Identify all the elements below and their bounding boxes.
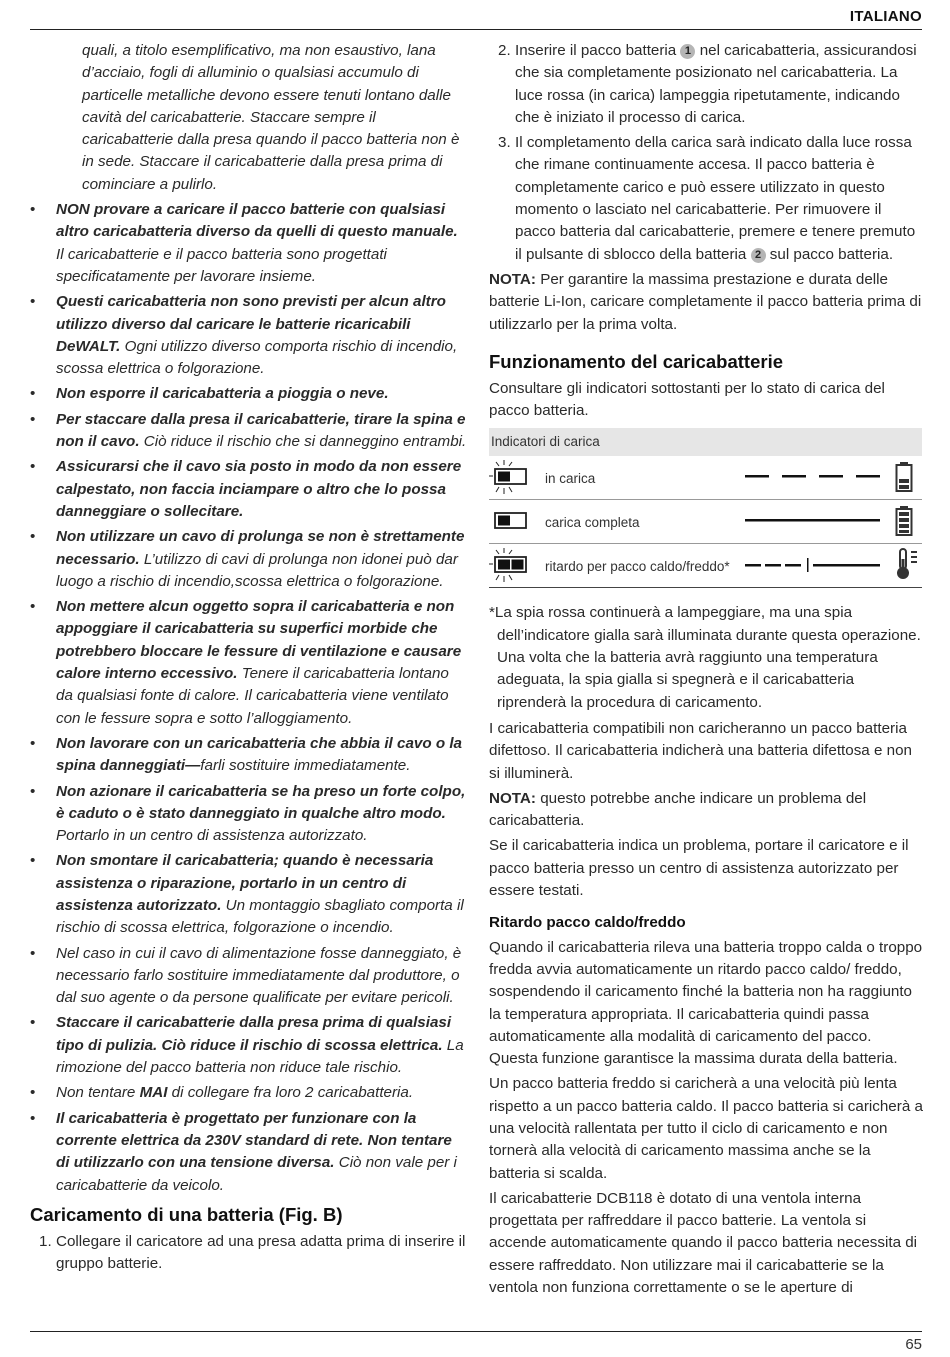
nota-text: Per garantire la massima prestazione e durata delle batterie Li-Ion, caricare completamente il pacco batteria prima di utilizzarlo per la prima volta.: [489, 270, 922, 333]
section-title-charging: Caricamento di una batteria (Fig. B): [30, 1203, 343, 1225]
safety-bullet: [30, 383, 468, 405]
thermometer-icon: [895, 547, 921, 581]
safety-bullet: [30, 733, 468, 778]
bullet-bold: Non mettere alcun oggetto sopra il caricabatteria e non appoggiare il caricabatteria su superfici morbide che potrebbero bloccare le fessure di ventilazione e causare calore interno eccessivo.: [56, 598, 462, 683]
safety-bullet: [30, 943, 468, 1010]
bullet-bold: Non smontare il caricabatteria; quando è necessaria assistenza o riparazione, portarlo in un centro di assistenza autorizzato.: [56, 852, 434, 914]
para-defective: I caricabatteria compatibili non caricheranno un pacco batteria difettoso. Il caricabatteria indicherà una batteria difettosa e non si illuminerà.: [489, 719, 912, 782]
step-text: nel caricabatteria, assicurandosi che sia completamente posizionato nel caricabatteria. La luce rossa (in carica) lampeggia ripetutamente, indicando che è iniziato il processo di carica.: [515, 42, 917, 126]
bullet-text: Ciò riduce il rischio che si danneggino entrambi.: [139, 433, 467, 451]
bullet-bold: NON provare a caricare il pacco batterie con qualsiasi altro caricabatteria diverso da quelli di questo manuale.: [56, 201, 458, 241]
para-delay-1: Quando il caricabatteria rileva una batteria troppo calda o troppo fredda avvia automaticamente un ritardo pacco caldo/ freddo, sospendendo il caricamento finché la batteria non ha raggiunto la temperatura appropriata. Il caricabatteria quindi passa automaticamente alla modalità di caricamento del pacco. Questa funzione garantisce la massima durata della batteria.: [489, 938, 923, 1068]
charger-blinking-icon: [489, 460, 533, 496]
step-number: 3.: [498, 134, 511, 152]
operation-intro: Consultare gli indicatori sottostanti per lo stato di carica del pacco batteria.: [489, 379, 885, 420]
charging-steps-continued: [489, 40, 924, 266]
bullet-text: Tenere il caricabatteria lontano da qualsiasi fonte di calore. Il caricabatteria viene ventilato con le fessure sopra e sotto l’alloggiamento.: [56, 665, 449, 727]
nota-label: NOTA:: [489, 789, 536, 807]
language-header: ITALIANO: [849, 8, 922, 25]
para-problem: Se il caricabatteria indica un problema, portare il caricatore e il pacco batteria presso un centro di assistenza autorizzato per essere testati.: [489, 837, 909, 900]
safety-bullet: [30, 199, 468, 288]
step-text: sul pacco batteria.: [765, 245, 894, 263]
right-column: [489, 40, 924, 1302]
section-title-operation: Funzionamento del caricabatterie: [489, 350, 784, 372]
step-number: 1.: [39, 1232, 52, 1250]
step-text: Inserire il pacco batteria: [515, 42, 681, 59]
bullet-bold: Non azionare il caricabatteria se ha preso un forte colpo, è caduto o è stato danneggiato in qualche altro modo.: [56, 782, 466, 822]
step-text: Collegare il caricatore ad una presa adatta prima di inserire il gruppo batterie.: [56, 1232, 466, 1273]
bullet-text: Il caricabatterie e il pacco batteria sono progettati specificatamente per lavorare insieme.: [56, 245, 387, 285]
bullet-bold: Non utilizzare un cavo di prolunga se non è strettamente necessario.: [56, 528, 465, 568]
bullet-text: Un montaggio sbagliato comporta il rischio di scossa elettrica, folgorazione o incendio.: [56, 896, 464, 937]
bullet-text: L’utilizzo di cavi di prolunga non idonei può dar luogo a rischio di incendio,scossa elettrica o folgorazione.: [56, 550, 458, 590]
nota-2: [489, 788, 924, 833]
bullet-text: La rimozione del pacco batteria non riduce tale rischio.: [56, 1036, 464, 1077]
safety-bullet: [30, 456, 468, 523]
safety-list: [30, 199, 468, 1197]
indicator-row-delay: [489, 544, 922, 588]
nota-text: questo potrebbe anche indicare un problema del caricabatteria.: [489, 789, 867, 830]
safety-bullet: [30, 1082, 468, 1104]
bullet-bold: Non lavorare con un caricabatteria che abbia il cavo o la spina danneggiati—: [56, 734, 462, 775]
step-item: [30, 1231, 468, 1276]
footer-rule: [30, 1331, 922, 1332]
charging-steps: [30, 1231, 468, 1276]
footnote-text: *La spia rossa continuerà a lampeggiare, ma una spia dell’indicatore gialla sarà illuminata durante questa operazione. Una volta che la batteria avrà raggiunto una temperatura adeguata, la spia gialla si spegnerà e il caricabatteria riprenderà la procedura di caricamento.: [489, 604, 921, 711]
indicator-label: carica completa: [545, 515, 640, 531]
bullet-bold: Per staccare dalla presa il caricabatterie, tirare la spina e non il cavo.: [56, 410, 466, 451]
nota-label: NOTA:: [489, 270, 536, 288]
step-item: [489, 40, 924, 129]
charge-indicators-table: [489, 428, 922, 588]
battery-full-icon: [895, 505, 913, 537]
figure-callout-badge: 1: [680, 44, 695, 59]
safety-bullet: [30, 850, 468, 939]
bullet-bold: Questi caricabatteria non sono previsti per alcun altro utilizzo diverso dal caricare le batterie ricaricabili DeWALT.: [56, 293, 446, 355]
subsection-title-delay: Ritardo pacco caldo/freddo: [489, 914, 686, 932]
bullet-text: Portarlo in un centro di assistenza autorizzato.: [56, 827, 368, 845]
bullet-bold: Staccare il caricabatterie dalla presa prima di qualsiasi tipo di pulizia. Ciò riduce il rischio di scossa elettrica.: [56, 1014, 452, 1054]
bullet-bold: Non esporre il caricabatteria a pioggia o neve.: [56, 385, 389, 403]
bullet-text: Ogni utilizzo diverso comporta rischio di incendio, scossa elettrica o folgorazione.: [56, 337, 458, 378]
bullet-text: di collegare fra loro 2 caricabatteria.: [167, 1084, 414, 1102]
blinking-pattern: [745, 475, 880, 479]
solid-pattern: [745, 519, 880, 523]
bullet-text: Nel caso in cui il cavo di alimentazione fosse danneggiato, è necessario farlo sostituire immediatamente dal produttore, o dal suo agente o da persone qualificate per evitare pericoli.: [56, 944, 462, 1007]
indicator-label: ritardo per pacco caldo/freddo*: [545, 559, 730, 575]
figure-callout-badge: 2: [751, 248, 766, 263]
header-rule: [30, 29, 922, 30]
left-column: [30, 40, 468, 1278]
safety-bullet: [30, 291, 468, 380]
page-number: 65: [905, 1336, 922, 1353]
step-item: [489, 132, 924, 266]
nota-1: [489, 269, 924, 336]
charger-solid-icon: [489, 504, 533, 540]
indicators-header: Indicatori di carica: [489, 428, 922, 456]
para-delay-2: Un pacco batteria freddo si caricherà a una velocità più lenta rispetto a un pacco batteria caldo. Il pacco batteria si caricherà a una velocità rallentata per tutto il ciclo di caricamento e non tornerà alla velocità di caricamento massima anche se la batteria si scalda.: [489, 1075, 923, 1182]
intro-continuation: quali, a titolo esemplificativo, ma non esaustivo, lana d’acciaio, fogli di alluminio o qualsiasi accumulo di particelle metalliche devono essere tenuti lontano dalle cavità del caricabatterie. Staccare sempre il caricabatterie dalla presa quando il pacco batteria non è in sede. Staccare il caricabatterie dalla presa prima di cominciare a pulirlo.: [82, 42, 460, 193]
bullet-text: Ciò non vale per i caricabatterie da veicolo.: [56, 1154, 457, 1194]
safety-bullet: [30, 526, 468, 593]
safety-bullet: [30, 409, 468, 454]
indicator-row-charging: [489, 456, 922, 500]
bullet-bold: Assicurarsi che il cavo sia posto in modo da non essere calpestato, non faccia inciampare o altro che lo possa danneggiare o sollecitare.: [56, 458, 462, 520]
indicator-row-full: [489, 500, 922, 544]
step-text: Il completamento della carica sarà indicato dalla luce rossa che rimane continuamente accesa. Il pacco batteria è completamente carico e può essere utilizzato in questo momento o lasciato nel caricabatterie. Per rimuovere il pacco batteria dal caricabatterie, premere e tenere premuto il pulsante di sblocco della batteria: [515, 134, 916, 263]
delay-pattern: [745, 558, 880, 572]
safety-bullet: [30, 781, 468, 848]
para-fan: Il caricabatterie DCB118 è dotato di una ventola interna progettata per raffreddare il pacco batterie. La ventola si accende automaticamente quando il pacco batteria necessita di essere raffreddato. Non utilizzare mai il caricabatterie se la ventola non funziona correttamente o se le aperture di: [489, 1189, 918, 1297]
safety-bullet: [30, 1012, 468, 1079]
indicator-label: in carica: [545, 471, 596, 487]
bullet-prefix: Non tentare: [56, 1084, 140, 1102]
step-number: 2.: [498, 42, 511, 59]
safety-bullet: [30, 1108, 468, 1197]
bullet-text: farli sostituire immediatamente.: [200, 757, 411, 775]
battery-charging-icon: [895, 461, 913, 493]
bullet-bold: MAI: [139, 1084, 168, 1102]
footnote: [489, 602, 924, 713]
safety-bullet: [30, 596, 468, 730]
bullet-bold: Il caricabatteria è progettato per funzionare con la corrente elettrica da 230V standard di rete. Non tentare di utilizzarlo con una tensione diversa.: [56, 1109, 452, 1172]
charger-delay-icon: [489, 548, 533, 584]
